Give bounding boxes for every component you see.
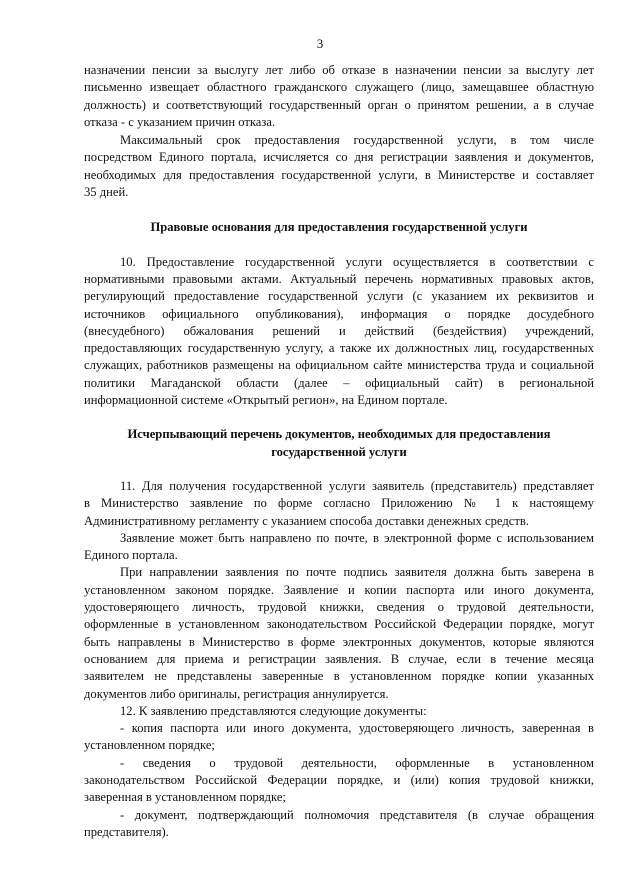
text-line: 10. Предоставление государственной услуги осуществляется в соответствии с <box>120 254 594 269</box>
paragraph-mail <box>84 530 594 565</box>
text-line: Заявление может быть направлено по почте, в электронной форме с использованием <box>120 530 594 545</box>
section-heading-documents <box>84 426 594 461</box>
paragraph-11 <box>84 478 594 530</box>
text-line: заверенная в установленном порядке; <box>84 790 286 805</box>
text-line: документов либо оригиналы, регистрация аннулируется. <box>84 686 389 701</box>
section-heading-legal-basis <box>84 219 594 236</box>
text-line: регулирующий предоставление государственной услуги (с указанием их реквизитов и <box>84 289 594 304</box>
page-number: 3 <box>316 36 324 51</box>
text-line: в Министерство заявление по форме согласно Приложению № 1 к настоящему <box>84 496 594 511</box>
text-line: посредством Единого портала, исчисляется со дня регистрации заявления и документов, <box>84 150 594 165</box>
text-line: служащих, работников размещены на официальном сайте министерства труда и социальной <box>84 358 594 373</box>
text-line: Административному регламенту с указанием способа доставки денежных средств. <box>84 513 529 528</box>
text-line: 12. К заявлению представляются следующие документы: <box>120 703 427 718</box>
text-line: оформленные в установленном законодательством Российской Федерации порядке, могут <box>84 617 594 632</box>
text-line: - сведения о трудовой деятельности, оформленные в установленном <box>120 755 594 770</box>
paragraph-10 <box>84 254 594 410</box>
paragraph-max-term <box>84 132 594 201</box>
text-line: представителя). <box>84 824 169 839</box>
text-line: При направлении заявления по почте подпись заявителя должна быть заверена в <box>120 565 594 580</box>
text-line: (внесудебного) обжалования решений и действий (бездействия) учреждений, <box>84 323 594 338</box>
text-line: нормативными правовыми актами. Актуальный перечень нормативных правовых актов, <box>84 271 594 286</box>
text-line: 35 дней. <box>84 185 129 200</box>
document-body <box>84 62 594 841</box>
text-line: - документ, подтверждающий полномочия представителя (в случае обращения <box>120 807 594 822</box>
text-line: - копия паспорта или иного документа, удостоверяющего личность, заверенная в <box>120 721 594 736</box>
text-line: основанием для приема и регистрации заявления. В случае, если в течение месяца <box>84 651 594 666</box>
text-line: письменно извещает областного гражданского служащего (лицо, замещавшее областную <box>84 80 594 95</box>
text-line: политики Магаданской области (далее – официальный сайт) в региональной <box>84 375 594 390</box>
heading-line: Правовые основания для предоставления государственной услуги <box>150 220 528 235</box>
list-item-labor <box>84 755 594 807</box>
text-line: быть направлены в Министерство в форме электронных документов, которые являются <box>84 634 594 649</box>
paragraph-signature <box>84 564 594 702</box>
text-line: необходимых для предоставления государственной услуги, в Министерстве и составляет <box>84 167 594 182</box>
text-line: источников официального опубликования), информация о порядке досудебного <box>84 306 594 321</box>
text-line: Максимальный срок предоставления государственной услуги, в том числе <box>120 133 594 148</box>
text-line: установленном порядке; <box>84 738 215 753</box>
list-item-passport <box>84 720 594 755</box>
text-line: отказа - с указанием причин отказа. <box>84 114 276 129</box>
text-line: информационной системе «Открытый регион», на Едином портале. <box>84 393 448 408</box>
paragraph-intro <box>84 62 594 131</box>
text-line: законодательством Российской Федерации порядке, и (или) копия трудовой книжки, <box>84 772 594 787</box>
text-line: предоставляющих государственную услугу, а также их должностных лиц, государственных <box>84 341 594 356</box>
text-line: удостоверяющего личность, трудовой книжки, сведения о трудовой деятельности, <box>84 600 594 615</box>
text-line: назначении пенсии за выслугу лет либо об отказе в назначении пенсии за выслугу лет <box>84 63 594 77</box>
list-item-authority <box>84 807 594 842</box>
text-line: должность) и соответствующий государственный орган о принятом решении, а в случае <box>84 97 594 112</box>
heading-line: Исчерпывающий перечень документов, необходимых для предоставления <box>127 427 551 442</box>
text-line: заявителем не представлены заверенные в установленном порядке копии указанных <box>84 669 594 684</box>
heading-line: государственной услуги <box>271 444 407 459</box>
text-line: установленном законом порядке. Заявление и копии паспорта или иного документа, <box>84 582 594 597</box>
paragraph-12 <box>84 703 594 720</box>
text-line: 11. Для получения государственной услуги заявитель (представитель) представляет <box>120 478 594 493</box>
text-line: Единого портала. <box>84 548 178 563</box>
